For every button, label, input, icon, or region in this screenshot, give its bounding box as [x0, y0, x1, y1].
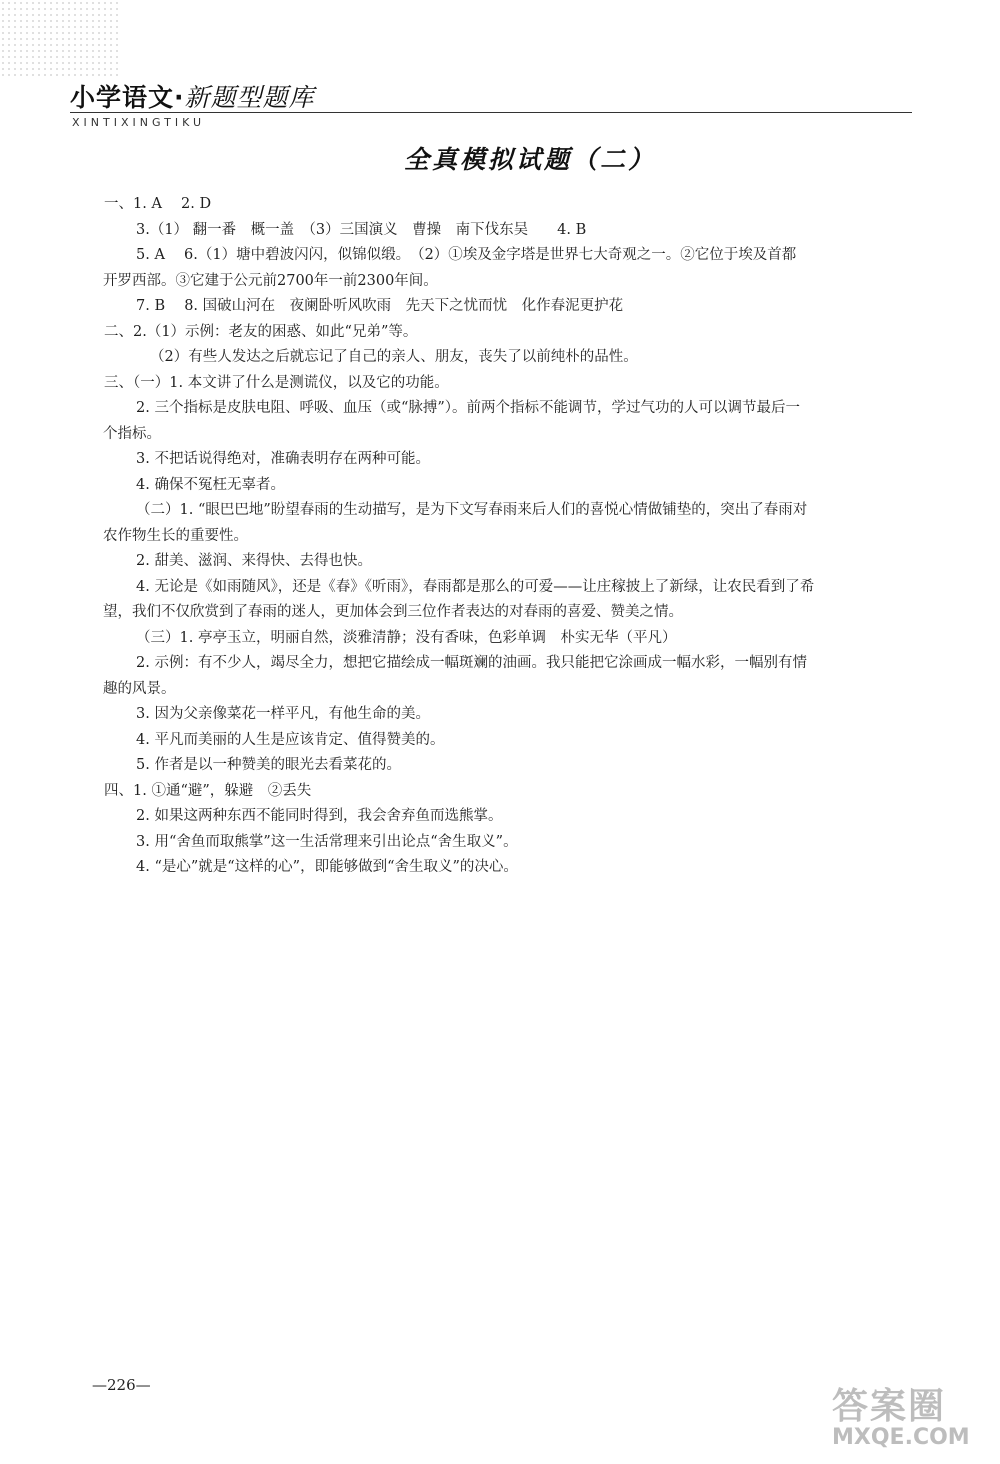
answer-line: （三）1. 亭亭玉立，明丽自然，淡雅清静；没有香味，色彩单调 朴实无华（平凡）: [136, 629, 677, 646]
header-rule: [70, 112, 912, 113]
corner-decoration: [0, 0, 120, 80]
watermark: [832, 1378, 992, 1460]
answer-line: 3. 因为父亲像菜花一样平凡，有他生命的美。: [136, 706, 430, 722]
answer-line: 2. 如果这两种东西不能同时得到，我会舍弃鱼而选熊掌。: [136, 808, 503, 824]
answer-body: [104, 192, 916, 881]
answer-line: 四、1. ①通“避”，躲避 ②丢失: [104, 782, 312, 799]
answer-line: 4. “是心”就是“这样的心”，即能够做到“舍生取义”的决心。: [136, 859, 518, 875]
answer-line: 3.（1） 翻一番 概一盖 （3）三国演义 曹操 南下伐东吴 4. B: [136, 221, 587, 238]
answer-line: 2. 三个指标是皮肤电阻、呼吸、血压（或“脉搏”）。前两个指标不能调节，学过气功的人可以调节最后一: [136, 400, 801, 416]
answer-line: 二、2.（1）示例：老友的困惑、如此“兄弟”等。: [104, 323, 418, 340]
answer-line: 个指标。: [103, 425, 161, 442]
answer-line: 一、1. A 2. D: [104, 196, 212, 212]
book-title: 小学语文: [70, 83, 175, 112]
header-pinyin: XINTIXINGTIKU: [72, 116, 206, 129]
answer-line: 3. 用“舍鱼而取熊掌”这一生活常理来引出论点“舍生取义”。: [136, 833, 518, 850]
answer-line: 5. 作者是以一种赞美的眼光去看菜花的。: [136, 757, 401, 773]
answer-line: 开罗西部。③它建于公元前2700年一前2300年间。: [103, 272, 438, 289]
answer-line: 4. 无论是《如雨随风》，还是《春》《听雨》，春雨都是那么的可爱——让庄稼披上了新绿，让农民看到了希: [136, 578, 815, 595]
answer-line: 2. 甜美、滋润、来得快、去得也快。: [136, 553, 372, 569]
answer-line: 趣的风景。: [103, 680, 176, 697]
answer-line: 望，我们不仅欣赏到了春雨的迷人，更加体会到三位作者表达的对春雨的喜爱、赞美之情。: [103, 604, 683, 620]
answer-line: 3. 不把话说得绝对，准确表明存在两种可能。: [136, 451, 430, 467]
answer-line: 7. B 8. 国破山河在 夜阑卧听风吹雨 先天下之忧而忧 化作春泥更护花: [136, 298, 624, 314]
answer-line: 5. A 6.（1）塘中碧波闪闪，似锦似缎。 （2）①埃及金字塔是世界七大奇观之一。②它位于埃及首都: [136, 247, 797, 263]
watermark-logo: 答案圈: [832, 1386, 947, 1427]
answer-line: 农作物生长的重要性。: [103, 527, 248, 544]
exam-title: 全真模拟试题（二）: [403, 145, 656, 174]
watermark-url: MXQE.COM: [832, 1425, 970, 1450]
answer-line: 4. 平凡而美丽的人生是应该肯定、值得赞美的。: [136, 731, 445, 748]
answer-line: 2. 示例：有不少人，竭尽全力，想把它描绘成一幅斑斓的油画。我只能把它涂画成一幅水彩，一幅别有情: [136, 655, 807, 671]
book-subtitle: 新题型题库: [184, 83, 315, 112]
answer-line: （2）有些人发达之后就忘记了自己的亲人、朋友，丧失了以前纯朴的品性。: [150, 349, 638, 365]
answer-line: 三、（一）1. 本文讲了什么是测谎仪，以及它的功能。: [104, 374, 449, 391]
answer-line: 4. 确保不冤枉无辜者。: [136, 476, 285, 493]
title-separator: ·: [174, 83, 185, 112]
running-header: [70, 78, 315, 114]
page-number: —226—: [92, 1376, 151, 1394]
answer-line: （二）1. “眼巴巴地”盼望春雨的生动描写，是为下文写春雨来后人们的喜悦心情做铺垫的，突出了春雨对: [136, 502, 808, 518]
